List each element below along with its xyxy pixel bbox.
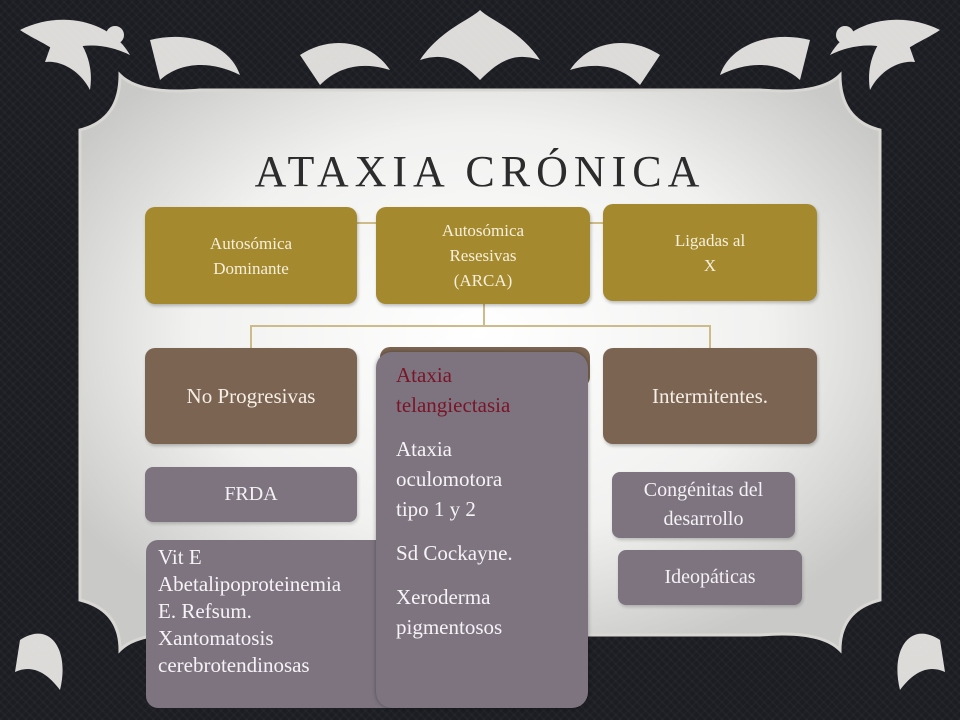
node-frda: FRDA — [145, 467, 357, 522]
node-intermitentes: Intermitentes. — [603, 348, 817, 444]
connector-horizontal — [250, 325, 710, 327]
list-item: tipo 1 y 2 — [396, 497, 476, 521]
list-item: oculomotora — [396, 467, 503, 491]
node-label-line: Ligadas al — [674, 230, 746, 250]
list-item: Xeroderma — [396, 585, 491, 609]
node-label-line: X — [703, 255, 717, 275]
node-left-list — [146, 540, 408, 708]
node-label-line: (ARCA) — [453, 271, 513, 290]
node-center-list — [376, 352, 588, 708]
node-label-line: Dominante — [213, 258, 289, 278]
list-item: Ataxia — [396, 437, 452, 461]
node-no-progresivas: No Progresivas — [145, 348, 357, 444]
node-ligadas-x — [603, 204, 817, 301]
node-ideopaticas: Ideopáticas — [618, 550, 802, 605]
list-item: Xantomatosis — [158, 626, 274, 650]
node-label-line: desarrollo — [663, 508, 744, 530]
node-label-line: Resesivas — [449, 246, 517, 265]
node-autosomica-resesivas — [376, 207, 590, 304]
node-label-line: Autosómica — [441, 221, 525, 240]
connector-drop-left — [250, 325, 252, 349]
list-item: E. Refsum. — [158, 599, 252, 623]
list-item: Vit E — [158, 545, 202, 569]
list-item: Sd Cockayne. — [396, 541, 513, 565]
node-autosomica-dominante — [145, 207, 357, 304]
page-title: ATAXIA CRÓNICA — [254, 147, 706, 196]
node-label-line: Autosómica — [209, 233, 293, 253]
highlight-item: Ataxia — [396, 363, 452, 387]
connector-drop-right — [709, 325, 711, 349]
list-item: cerebrotendinosas — [158, 653, 310, 677]
list-item: Abetalipoproteinemia — [158, 572, 342, 596]
node-congenitas — [612, 472, 795, 538]
connector-center-stem — [483, 304, 485, 326]
highlight-item: telangiectasia — [396, 393, 511, 417]
list-item: pigmentosos — [396, 615, 503, 639]
node-label-line: Congénitas del — [643, 479, 764, 501]
